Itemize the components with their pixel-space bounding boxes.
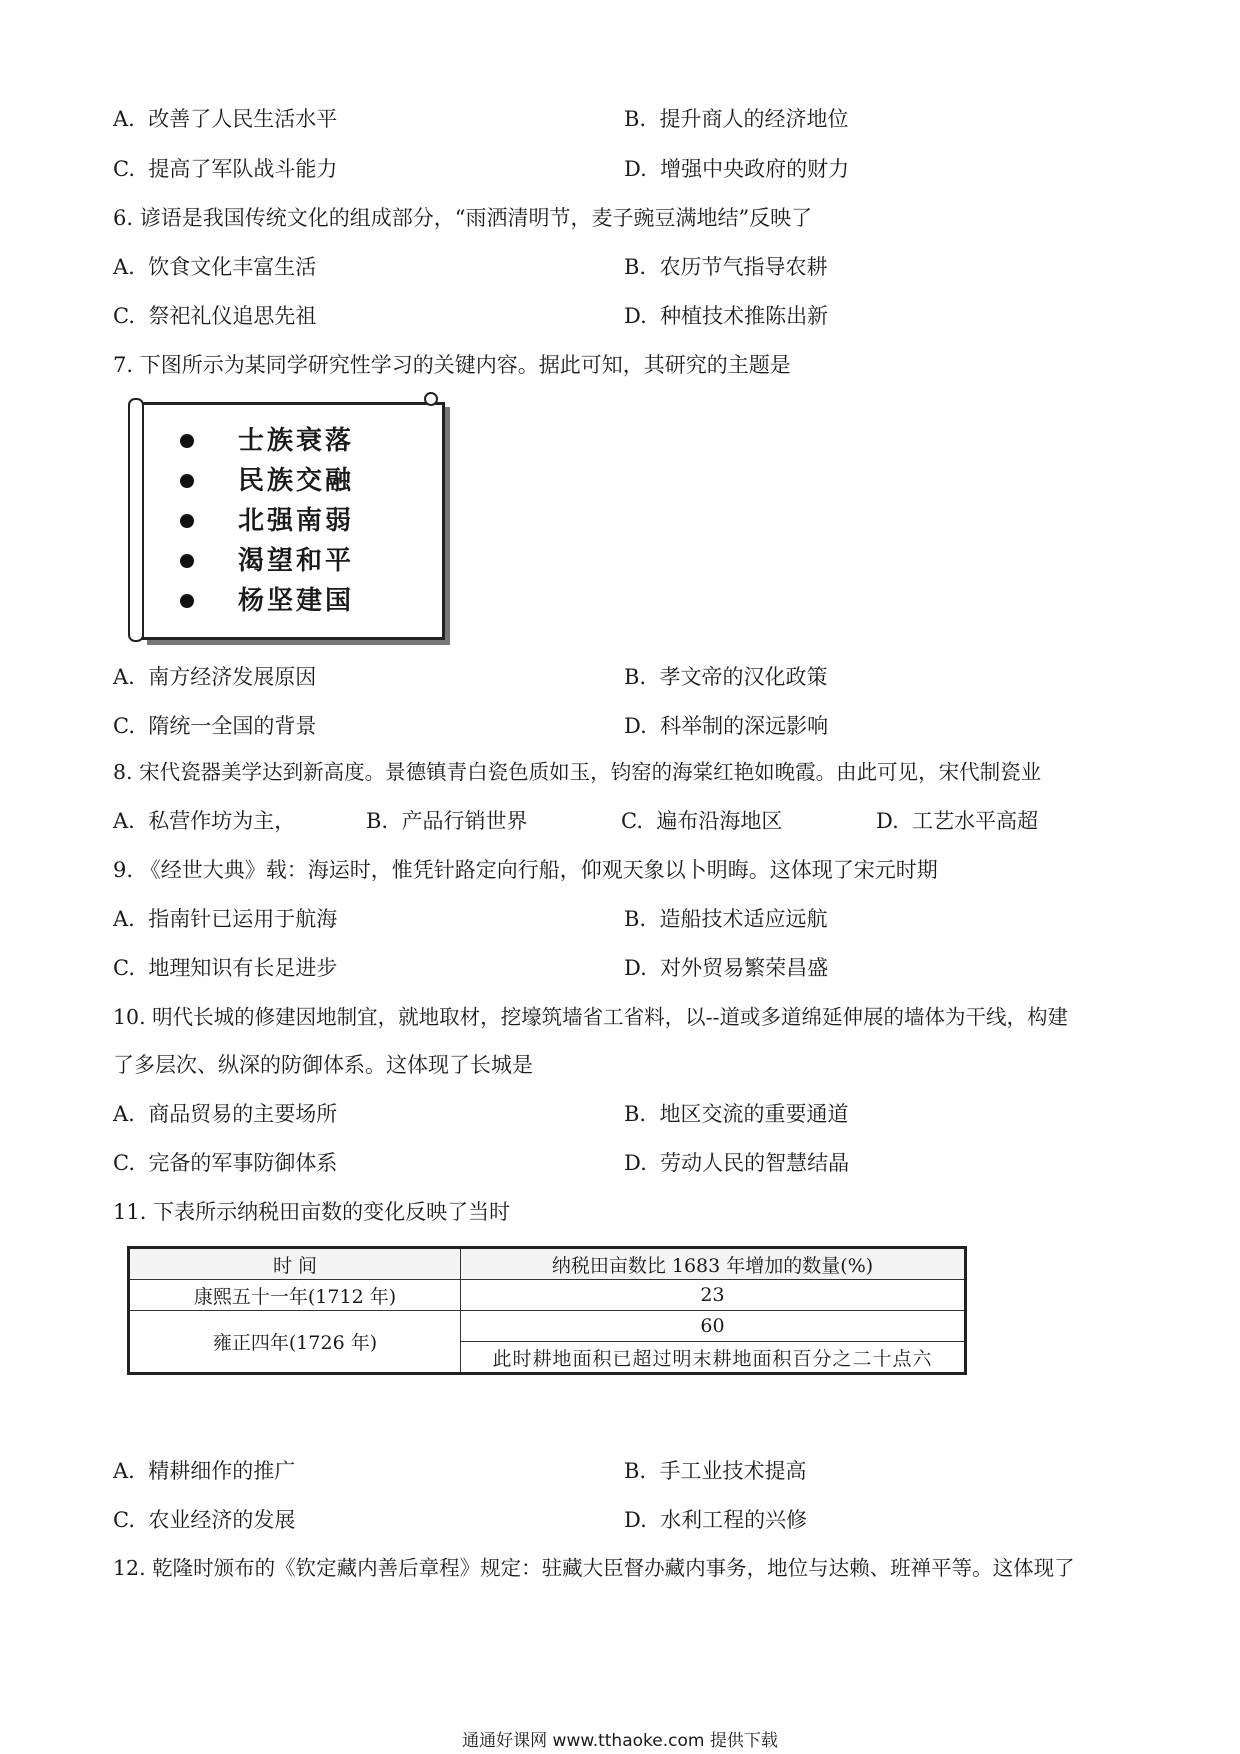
- q6-stem: 6. 谚语是我国传统文化的组成部分，“雨洒清明节，麦子豌豆满地结”反映了: [113, 206, 813, 230]
- page-footer: 通通好课网 www.tthaoke.com 提供下载: [462, 1731, 778, 1751]
- bullet-icon: [180, 434, 194, 448]
- table-cell-time: 雍正四年(1726 年): [129, 1311, 461, 1374]
- q9-option-d: D. 对外贸易繁荣昌盛: [624, 956, 829, 980]
- scroll-cap-icon: [424, 392, 438, 406]
- q8-option-a: A. 私营作坊为主，: [113, 809, 296, 833]
- table-header-row: [129, 1248, 966, 1280]
- bullet-icon: [180, 514, 194, 528]
- q10-option-a: A. 商品贸易的主要场所: [113, 1102, 338, 1126]
- q6-option-a: A. 饮食文化丰富生活: [113, 255, 317, 279]
- scroll-item-text: 民族交融: [238, 466, 355, 496]
- q6-option-d: D. 种植技术推陈出新: [624, 304, 829, 328]
- q10-option-c: C. 完备的军事防御体系: [113, 1151, 338, 1175]
- table-cell-time: 康熙五十一年(1712 年): [129, 1280, 461, 1311]
- bullet-icon: [180, 474, 194, 488]
- bullet-icon: [180, 554, 194, 568]
- q10-stem-line2: 了多层次、纵深的防御体系。这体现了长城是: [113, 1053, 533, 1077]
- q7-stem: 7. 下图所示为某同学研究性学习的关键内容。据此可知，其研究的主题是: [113, 353, 791, 377]
- q11-option-d: D. 水利工程的兴修: [624, 1508, 808, 1532]
- table-cell-value: 60: [461, 1311, 966, 1342]
- q5-option-c: C. 提高了军队战斗能力: [113, 157, 338, 181]
- q10-stem-line1: 10. 明代长城的修建因地制宜，就地取材，挖壕筑墙省工省料，以--道或多道绵延伸展的墙体为干线，构建: [113, 1005, 1068, 1029]
- q6-option-b: B. 农历节气指导农耕: [624, 255, 828, 279]
- q6-option-c: C. 祭祀礼仪追思先祖: [113, 304, 317, 328]
- table-row: [129, 1311, 966, 1342]
- q9-option-b: B. 造船技术适应远航: [624, 907, 828, 931]
- q11-option-c: C. 农业经济的发展: [113, 1508, 296, 1532]
- scroll-roll-icon: [128, 398, 144, 642]
- q10-option-d: D. 劳动人民的智慧结晶: [624, 1151, 850, 1175]
- q8-stem: 8. 宋代瓷器美学达到新高度。景德镇青白瓷色质如玉，钧窑的海棠红艳如晚霞。由此可见，宋代制瓷业: [113, 760, 1042, 784]
- q7-option-b: B. 孝文帝的汉化政策: [624, 665, 828, 689]
- table-header-increase: 纳税田亩数比 1683 年增加的数量(%): [461, 1248, 966, 1280]
- scroll-item-text: 杨坚建国: [238, 586, 355, 616]
- q12-stem: 12. 乾隆时颁布的《钦定藏内善后章程》规定：驻藏大臣督办藏内事务，地位与达赖、班禅平等。这体现了: [113, 1556, 1075, 1580]
- q7-scroll-figure: [128, 392, 440, 642]
- q5-option-d: D. 增强中央政府的财力: [624, 157, 850, 181]
- scroll-paper: [142, 402, 445, 640]
- q5-option-b: B. 提升商人的经济地位: [624, 107, 849, 131]
- q7-option-c: C. 隋统一全国的背景: [113, 714, 317, 738]
- table-row: [129, 1280, 966, 1311]
- q8-option-d: D. 工艺水平高超: [876, 809, 1039, 833]
- bullet-icon: [180, 594, 194, 608]
- table-cell-note: 此时耕地面积已超过明末耕地面积百分之二十点六: [461, 1342, 966, 1374]
- table-header-time: 时 间: [129, 1248, 461, 1280]
- scroll-item-text: 北强南弱: [238, 506, 355, 536]
- q10-option-b: B. 地区交流的重要通道: [624, 1102, 849, 1126]
- q5-option-a: A. 改善了人民生活水平: [113, 107, 338, 131]
- q9-option-a: A. 指南针已运用于航海: [113, 907, 338, 931]
- q11-option-a: A. 精耕细作的推广: [113, 1459, 296, 1483]
- q11-option-b: B. 手工业技术提高: [624, 1459, 807, 1483]
- table-cell-value: 23: [461, 1280, 966, 1311]
- q8-option-c: C. 遍布沿海地区: [621, 809, 783, 833]
- q11-tax-table: [127, 1246, 967, 1375]
- q9-stem: 9. 《经世大典》载：海运时，惟凭针路定向行船，仰观天象以卜明晦。这体现了宋元时期: [113, 858, 938, 882]
- scroll-item-text: 渴望和平: [238, 546, 355, 576]
- q7-option-a: A. 南方经济发展原因: [113, 665, 317, 689]
- q11-stem: 11. 下表所示纳税田亩数的变化反映了当时: [113, 1200, 511, 1224]
- q9-option-c: C. 地理知识有长足进步: [113, 956, 338, 980]
- q7-option-d: D. 科举制的深远影响: [624, 714, 829, 738]
- scroll-item-text: 士族衰落: [238, 426, 355, 456]
- q8-option-b: B. 产品行销世界: [366, 809, 528, 833]
